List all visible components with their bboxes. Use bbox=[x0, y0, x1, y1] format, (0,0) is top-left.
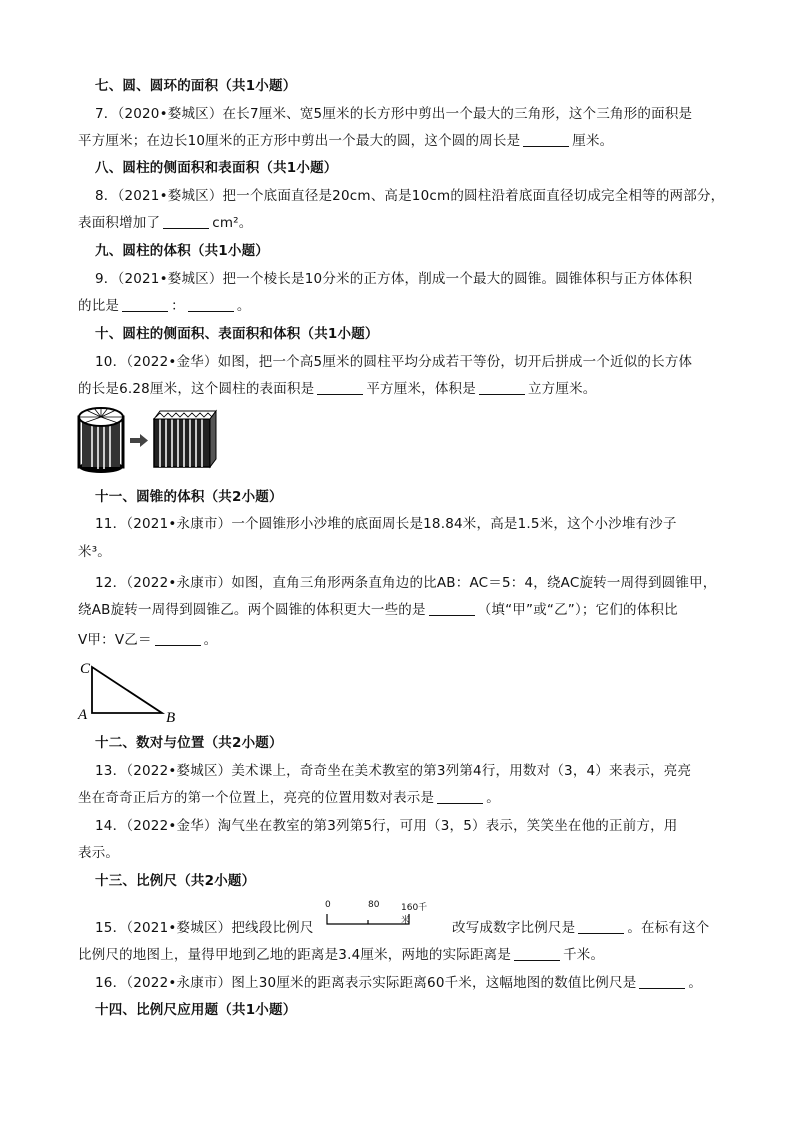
q8-text: 表面积增加了 bbox=[78, 215, 161, 231]
section-8-heading: 八、圆柱的侧面积和表面积（共1小题） bbox=[95, 160, 338, 176]
q10-line1: 10．（2022•金华）如图，把一个高5厘米的圆柱平均分成若干等份，切开后拼成一个近似的长方体 bbox=[95, 354, 693, 370]
q10-line2 bbox=[78, 379, 728, 399]
q13-line2 bbox=[78, 788, 728, 808]
scale-tick-80: 80 bbox=[368, 900, 380, 910]
q9-line2 bbox=[78, 296, 728, 316]
answer-blank bbox=[514, 946, 560, 961]
q7-line2 bbox=[78, 131, 728, 151]
cylinder-to-cuboid-figure bbox=[74, 405, 224, 475]
cuboid-shape bbox=[154, 411, 216, 467]
q11-line2: 米³。 bbox=[78, 544, 112, 560]
q15-text-end: 。在标有这个 bbox=[627, 920, 710, 936]
q15-unit: 千米。 bbox=[563, 947, 605, 963]
q12-text-mid: （填“甲”或“乙”）；它们的体积比 bbox=[477, 602, 678, 618]
q15-text: 改写成数字比例尺是 bbox=[452, 920, 576, 936]
q15-line1-end bbox=[452, 918, 732, 938]
answer-blank bbox=[429, 601, 475, 616]
scale-tick-160: 160千米 bbox=[401, 903, 428, 926]
q15-line2 bbox=[78, 945, 728, 965]
q10-text-mid: 平方厘米，体积是 bbox=[366, 381, 476, 397]
vertex-label-b: B bbox=[166, 710, 176, 725]
q10-text: 的长是6.28厘米，这个圆柱的表面积是 bbox=[78, 381, 315, 397]
cylinder-shape bbox=[79, 408, 123, 473]
answer-blank bbox=[639, 974, 685, 989]
section-12-heading: 十二、数对与位置（共2小题） bbox=[95, 735, 283, 751]
answer-blank bbox=[163, 214, 209, 229]
q13-text: 坐在奇奇正后方的第一个位置上，亮亮的位置用数对表示是 bbox=[78, 790, 435, 806]
q9-colon: ： bbox=[171, 298, 185, 314]
q9-text: 的比是 bbox=[78, 298, 120, 314]
q12-line3 bbox=[78, 630, 728, 650]
q16-text: 16．（2022•永康市）图上30厘米的距离表示实际距离60千米，这幅地图的数值比例尺是 bbox=[95, 975, 637, 991]
answer-blank bbox=[122, 297, 168, 312]
q15-line1-start: 15．（2021•婺城区）把线段比例尺 bbox=[95, 920, 314, 936]
vertex-label-c: C bbox=[80, 661, 91, 677]
answer-blank bbox=[479, 380, 525, 395]
q14-line2: 表示。 bbox=[78, 845, 120, 861]
answer-blank bbox=[437, 789, 483, 804]
section-11-heading: 十一、圆锥的体积（共2小题） bbox=[95, 489, 283, 505]
q8-line2 bbox=[78, 213, 728, 233]
section-13-heading: 十三、比例尺（共2小题） bbox=[95, 873, 256, 889]
section-9-heading: 九、圆柱的体积（共1小题） bbox=[95, 243, 269, 259]
section-10-heading: 十、圆柱的侧面积、表面积和体积（共1小题） bbox=[95, 326, 379, 342]
scale-tick-0: 0 bbox=[325, 900, 331, 910]
q7-text-end: 厘米。 bbox=[572, 133, 614, 149]
vertex-label-a: A bbox=[78, 707, 88, 723]
answer-blank bbox=[317, 380, 363, 395]
q13-line1: 13．（2022•婺城区）美术课上，奇奇坐在美术教室的第3列第4行，用数对（3，4）来表示，亮亮 bbox=[95, 763, 692, 779]
q9-line1: 9．（2021•婺城区）把一个棱长是10分米的正方体，削成一个最大的圆锥。圆锥体积与正方体体积 bbox=[95, 271, 693, 287]
section-7-heading: 七、圆、圆环的面积（共1小题） bbox=[95, 78, 297, 94]
q12-text: 绕AB旋转一周得到圆锥乙。两个圆锥的体积更大一些的是 bbox=[78, 602, 426, 618]
q12-end: 。 bbox=[203, 632, 218, 648]
q11-line1: 11．（2021•永康市）一个圆锥形小沙堆的底面周长是18.84米，高是1.5米，这个小沙堆有沙子 bbox=[95, 516, 677, 532]
answer-blank bbox=[188, 297, 234, 312]
q14-line1: 14．（2022•金华）淘气坐在教室的第3列第5行，可用（3，5）表示，笑笑坐在他的正前方，用 bbox=[95, 818, 678, 834]
q15-text-2: 比例尺的地图上，量得甲地到乙地的距离是3.4厘米，两地的实际距离是 bbox=[78, 947, 512, 963]
q12-line1: 12．（2022•永康市）如图，直角三角形两条直角边的比AB：AC＝5：4，绕AC旋转一周得到圆锥甲， bbox=[95, 575, 717, 591]
section-14-heading: 十四、比例尺应用题（共1小题） bbox=[95, 1002, 297, 1018]
q7-text: 平方厘米；在边长10厘米的正方形中剪出一个最大的圆，这个圆的周长是 bbox=[78, 133, 521, 149]
right-triangle-figure bbox=[74, 657, 186, 725]
q13-end: 。 bbox=[486, 790, 500, 806]
q16-line1 bbox=[95, 973, 745, 993]
answer-blank bbox=[523, 132, 569, 147]
triangle-shape bbox=[92, 667, 162, 713]
answer-blank bbox=[578, 919, 624, 934]
right-arrow-icon bbox=[130, 434, 148, 447]
q12-ratio-label: V甲：V乙＝ bbox=[78, 632, 152, 648]
q12-line2 bbox=[78, 600, 728, 620]
q8-line1: 8．（2021•婺城区）把一个底面直径是20cm、高是10cm的圆柱沿着底面直径切成完全相等的两部分， bbox=[95, 188, 725, 204]
answer-blank bbox=[155, 631, 201, 646]
q10-text-end: 立方厘米。 bbox=[527, 381, 597, 397]
q16-end: 。 bbox=[688, 975, 703, 991]
q9-end: 。 bbox=[236, 298, 251, 314]
q7-line1: 7．（2020•婺城区）在长7厘米、宽5厘米的长方形中剪出一个最大的三角形，这个三角形的面积是 bbox=[95, 106, 693, 122]
q8-unit: cm²。 bbox=[212, 215, 253, 231]
